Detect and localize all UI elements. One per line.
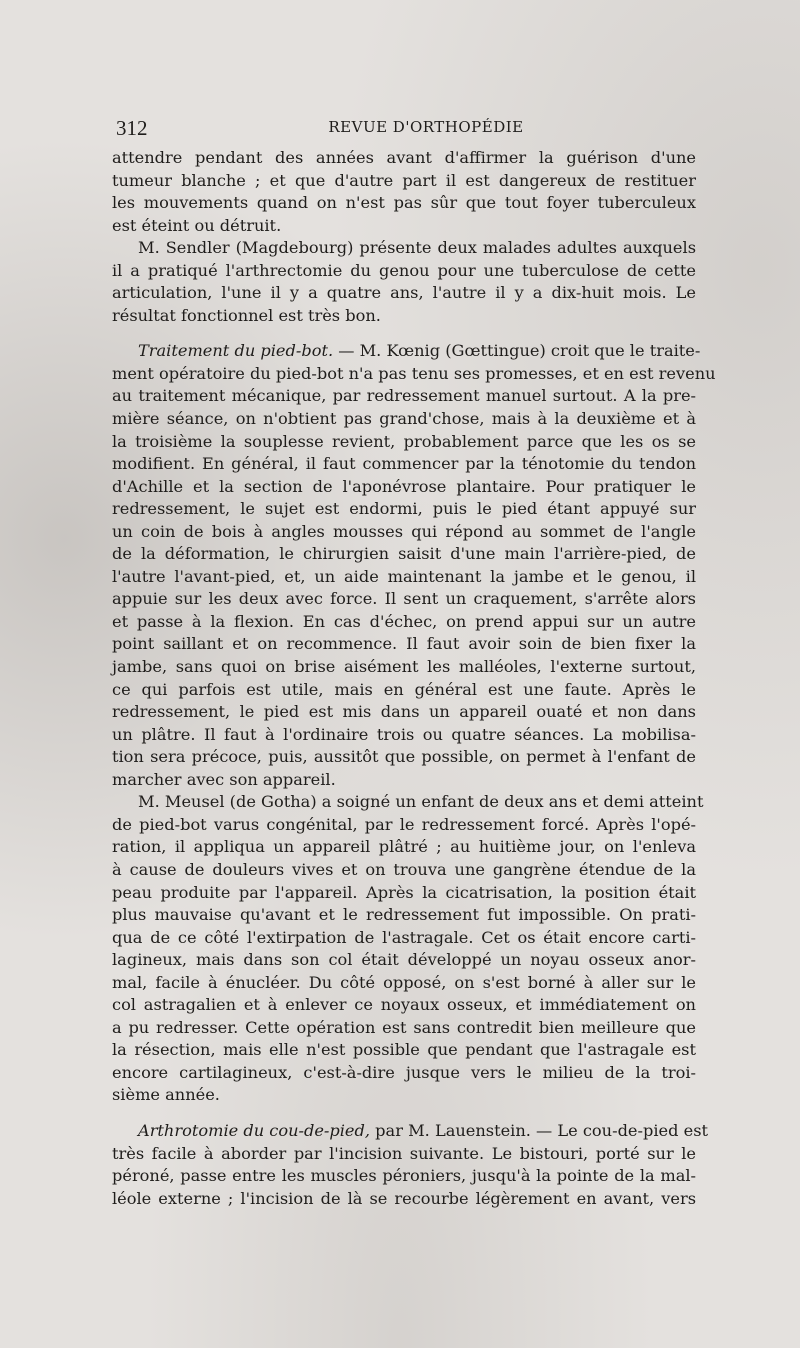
text-line: tumeur blanche ; et que d'autre part il est dangereux de restituer <box>112 170 696 190</box>
text-line: attendre pendant des années avant d'affirmer la guérison d'une <box>112 148 696 167</box>
text-line: redressement, le sujet est endormi, puis le pied étant appuyé sur <box>112 499 696 519</box>
text-line: ment opératoire du pied-bot n'a pas tenu ses promesses, et en est revenu <box>112 363 716 383</box>
text-line: la résection, mais elle n'est possible que pendant que l'astragale est <box>112 1040 696 1060</box>
text-line: appuie sur les deux avec force. Il sent un craquement, s'arrête alors <box>112 589 696 609</box>
text-line: tion sera précoce, puis, aussitôt que possible, on permet à l'enfant de <box>112 747 696 767</box>
paragraph <box>112 340 716 791</box>
text-line: modifient. En général, il faut commencer par la ténotomie du tendon <box>112 454 696 474</box>
text-line: un coin de bois à angles mousses qui répond au sommet de l'angle <box>112 521 696 541</box>
text-line: point saillant et on recommence. Il faut avoir soin de bien fixer la <box>112 634 696 654</box>
text-line <box>112 340 701 363</box>
text-line: d'Achille et la section de l'aponévrose plantaire. Pour pratiquer le <box>112 476 696 496</box>
paragraph <box>112 237 696 327</box>
text-line: lagineux, mais dans son col était développé un noyau osseux anor- <box>112 950 696 970</box>
text-line: qua de ce côté l'extirpation de l'astragale. Cet os était encore carti- <box>112 927 696 947</box>
text-line: et passe à la flexion. En cas d'échec, on prend appui sur un autre <box>112 611 696 631</box>
text-line: est éteint ou détruit. <box>112 215 282 235</box>
paragraph <box>112 147 696 237</box>
text-line: col astragalien et à enlever ce noyaux osseux, et immédiatement on <box>112 995 696 1015</box>
page-header <box>116 116 696 144</box>
text-line: plus mauvaise qu'avant et le redressement fut impossible. On prati- <box>112 905 696 925</box>
paragraph <box>112 791 704 1107</box>
text-line: ration, il appliqua un appareil plâtré ; au huitième jour, on l'enleva <box>112 837 696 857</box>
text-line: de pied-bot varus congénital, par le redressement forcé. Après l'opé- <box>112 814 696 834</box>
text-line: redressement, le pied est mis dans un appareil ouaté et non dans <box>112 702 696 722</box>
text-line: les mouvements quand on n'est pas sûr que tout foyer tuberculeux <box>112 193 696 213</box>
text-line: très facile à aborder par l'incision suivante. Le bistouri, porté sur le <box>112 1143 696 1163</box>
paragraph <box>112 1120 709 1210</box>
text-line: M. Meusel (de Gotha) a soigné un enfant de deux ans et demi atteint <box>138 792 704 812</box>
running-title: REVUE D'ORTHOPÉDIE <box>328 118 524 136</box>
page-number: 312 <box>116 116 148 140</box>
text-line: peau produite par l'appareil. Après la cicatrisation, la position était <box>112 882 696 902</box>
body-text <box>112 147 716 1210</box>
text-line: un plâtre. Il faut à l'ordinaire trois ou quatre séances. La mobilisa- <box>112 724 696 744</box>
text-line: M. Sendler (Magdebourg) présente deux malades adultes auxquels <box>138 238 696 258</box>
section-heading: Traitement du pied-bot. <box>138 341 334 361</box>
text-line: a pu redresser. Cette opération est sans contredit bien meilleure que <box>112 1017 696 1037</box>
text-line: marcher avec son appareil. <box>112 769 336 789</box>
text-line: de la déformation, le chirurgien saisit d'une main l'arrière-pied, de <box>112 544 696 564</box>
text-line: péroné, passe entre les muscles péroniers, jusqu'à la pointe de la mal- <box>112 1166 696 1186</box>
text-line: l'autre l'avant-pied, et, un aide maintenant la jambe et le genou, il <box>112 566 696 586</box>
text-line: ce qui parfois est utile, mais en général est une faute. Après le <box>112 679 696 699</box>
text-line: léole externe ; l'incision de là se recourbe légèrement en avant, vers <box>112 1188 696 1208</box>
text-line: la troisième la souplesse revient, probablement parce que les os se <box>112 431 696 451</box>
text-run: — M. Kœnig (Gœttingue) croit que le traite- <box>333 341 701 361</box>
text-line: jambe, sans quoi on brise aisément les malléoles, l'externe surtout, <box>112 657 696 677</box>
text-line: articulation, l'une il y a quatre ans, l'autre il y a dix-huit mois. Le <box>112 283 696 303</box>
text-line: mière séance, on n'obtient pas grand'chose, mais à la deuxième et à <box>112 409 696 429</box>
text-line: résultat fonctionnel est très bon. <box>112 305 381 325</box>
text-line: il a pratiqué l'arthrectomie du genou pour une tuberculose de cette <box>112 260 696 280</box>
text-line: encore cartilagineux, c'est-à-dire jusque vers le milieu de la troi- <box>112 1062 696 1082</box>
section-heading: Arthrotomie du cou-de-pied, <box>138 1120 371 1140</box>
text-line: mal, facile à énucléer. Du côté opposé, on s'est borné à aller sur le <box>112 972 696 992</box>
text-line: à cause de douleurs vives et on trouva une gangrène étendue de la <box>112 859 696 879</box>
text-run: par M. Lauenstein. — Le cou-de-pied est <box>370 1120 709 1140</box>
text-line: au traitement mécanique, par redressement manuel surtout. A la pre- <box>112 386 696 406</box>
text-line: sième année. <box>112 1085 220 1105</box>
text-line <box>112 1120 709 1143</box>
